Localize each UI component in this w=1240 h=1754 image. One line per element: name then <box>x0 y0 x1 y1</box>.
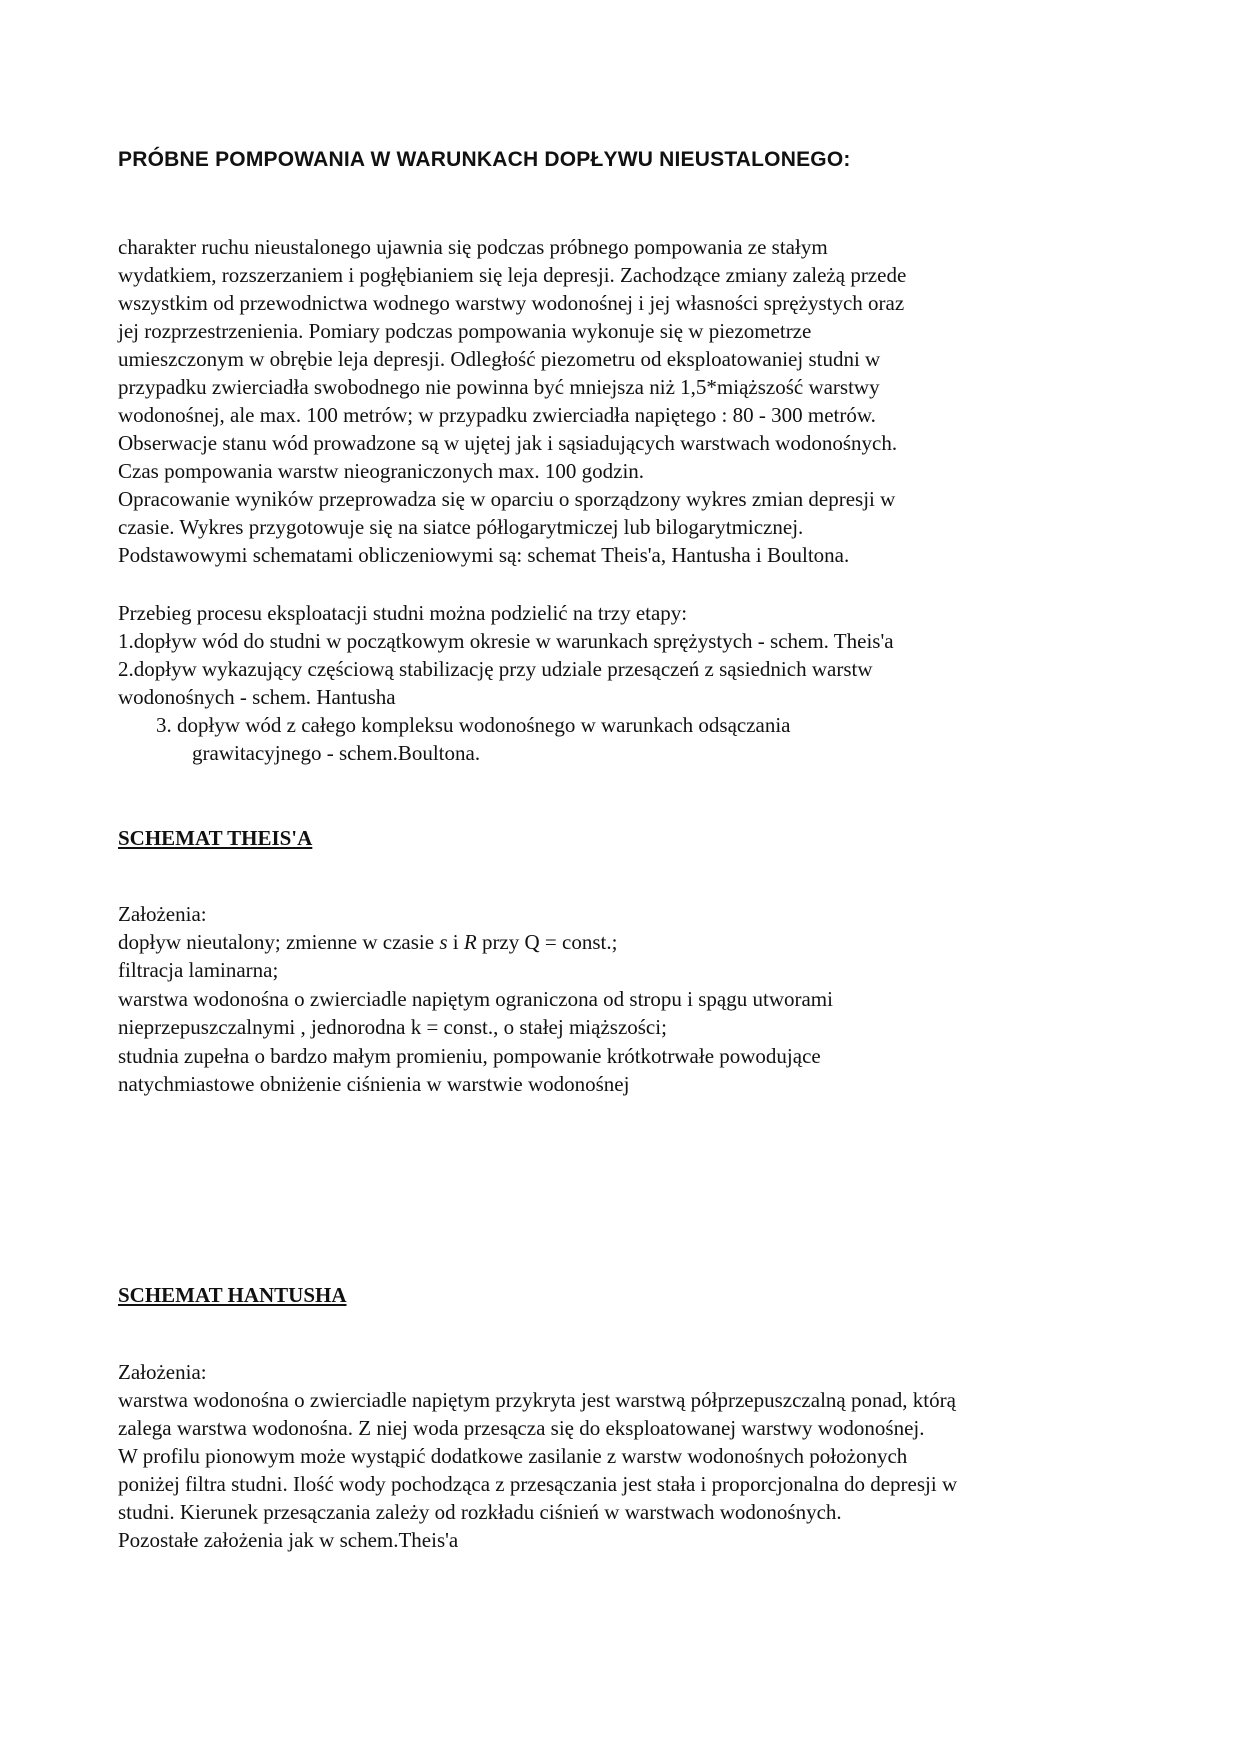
theis-line-5: studnia zupełna o bardzo małym promieniu, pompowanie krótkotrwałe powodujące <box>118 1044 821 1068</box>
intro-line-8: Obserwacje stanu wód prowadzone są w ujętej jak i sąsiadujących warstwach wodonośnych. <box>118 431 898 455</box>
theis-assumptions-label: Założenia: <box>118 902 207 926</box>
theis-line-3: warstwa wodonośna o zwierciadle napiętym ograniczona od stropu i spągu utworami <box>118 987 833 1011</box>
stage-3: 3. dopływ wód z całego kompleksu wodonośnego w warunkach odsączania <box>156 713 791 737</box>
intro-line-1: charakter ruchu nieustalonego ujawnia się podczas próbnego pompowania ze stałym <box>118 235 828 259</box>
hantush-heading: SCHEMAT HANTUSHA <box>118 1283 347 1307</box>
stage-1: 1.dopływ wód do studni w początkowym okresie w warunkach sprężystych - schem. Theis'a <box>118 629 894 653</box>
hantush-line-3: W profilu pionowym może wystąpić dodatkowe zasilanie z warstw wodonośnych położonych <box>118 1444 908 1468</box>
page-title: PRÓBNE POMPOWANIA W WARUNKACH DOPŁYWU NIEUSTALONEGO: <box>118 148 851 171</box>
theis-line-2: filtracja laminarna; <box>118 958 279 982</box>
intro-line-6: przypadku zwierciadła swobodnego nie powinna być mniejsza niż 1,5*miąższość warstwy <box>118 375 880 399</box>
intro-line-10: Opracowanie wyników przeprowadza się w oparciu o sporządzony wykres zmian depresji w <box>118 487 896 511</box>
intro-line-7: wodonośnej, ale max. 100 metrów; w przypadku zwierciadła napiętego : 80 - 300 metrów. <box>118 403 876 427</box>
intro-line-11: czasie. Wykres przygotowuje się na siatce półlogarytmiczej lub bilogarytmicznej. <box>118 515 804 539</box>
intro-line-4: jej rozprzestrzenienia. Pomiary podczas pompowania wykonuje się w piezometrze <box>118 319 812 343</box>
theis-line-6: natychmiastowe obniżenie ciśnienia w warstwie wodonośnej <box>118 1072 630 1096</box>
stage-3-cont: grawitacyjnego - schem.Boultona. <box>192 741 481 765</box>
theis-heading: SCHEMAT THEIS'A <box>118 826 313 850</box>
intro-line-9: Czas pompowania warstw nieograniczonych max. 100 godzin. <box>118 459 645 483</box>
intro-line-2: wydatkiem, rozszerzaniem i pogłębianiem się leja depresji. Zachodzące zmiany zależą przede <box>118 263 907 287</box>
hantush-assumptions-label: Założenia: <box>118 1360 207 1384</box>
stage-2: 2.dopływ wykazujący częściową stabilizację przy udziale przesączeń z sąsiednich warstw <box>118 657 873 681</box>
hantush-line-5: studni. Kierunek przesączania zależy od rozkładu ciśnień w warstwach wodonośnych. <box>118 1500 842 1524</box>
stage-2-cont: wodonośnych - schem. Hantusha <box>118 685 396 709</box>
intro-line-3: wszystkim od przewodnictwa wodnego warstwy wodonośnej i jej własności sprężystych oraz <box>118 291 905 315</box>
hantush-line-1: warstwa wodonośna o zwierciadle napiętym przykryta jest warstwą półprzepuszczalną ponad, którą <box>118 1388 956 1412</box>
theis-line-4: nieprzepuszczalnymi , jednorodna k = const., o stałej miąższości; <box>118 1015 667 1039</box>
hantush-line-6: Pozostałe założenia jak w schem.Theis'a <box>118 1528 459 1552</box>
hantush-line-4: poniżej filtra studni. Ilość wody pochodząca z przesączania jest stała i proporcjonalna do depresji w <box>118 1472 958 1496</box>
intro-line-12: Podstawowymi schematami obliczeniowymi są: schemat Theis'a, Hantusha i Boultona. <box>118 543 850 567</box>
hantush-line-2: zalega warstwa wodonośna. Z niej woda przesącza się do eksploatowanej warstwy wodonośnej. <box>118 1416 925 1440</box>
theis-line-1: dopływ nieutalony; zmienne w czasie s i R przy Q = const.; <box>118 930 618 954</box>
stages-intro: Przebieg procesu eksploatacji studni można podzielić na trzy etapy: <box>118 601 688 625</box>
intro-line-5: umieszczonym w obrębie leja depresji. Odległość piezometru od eksploatowaniej studni w <box>118 347 881 371</box>
